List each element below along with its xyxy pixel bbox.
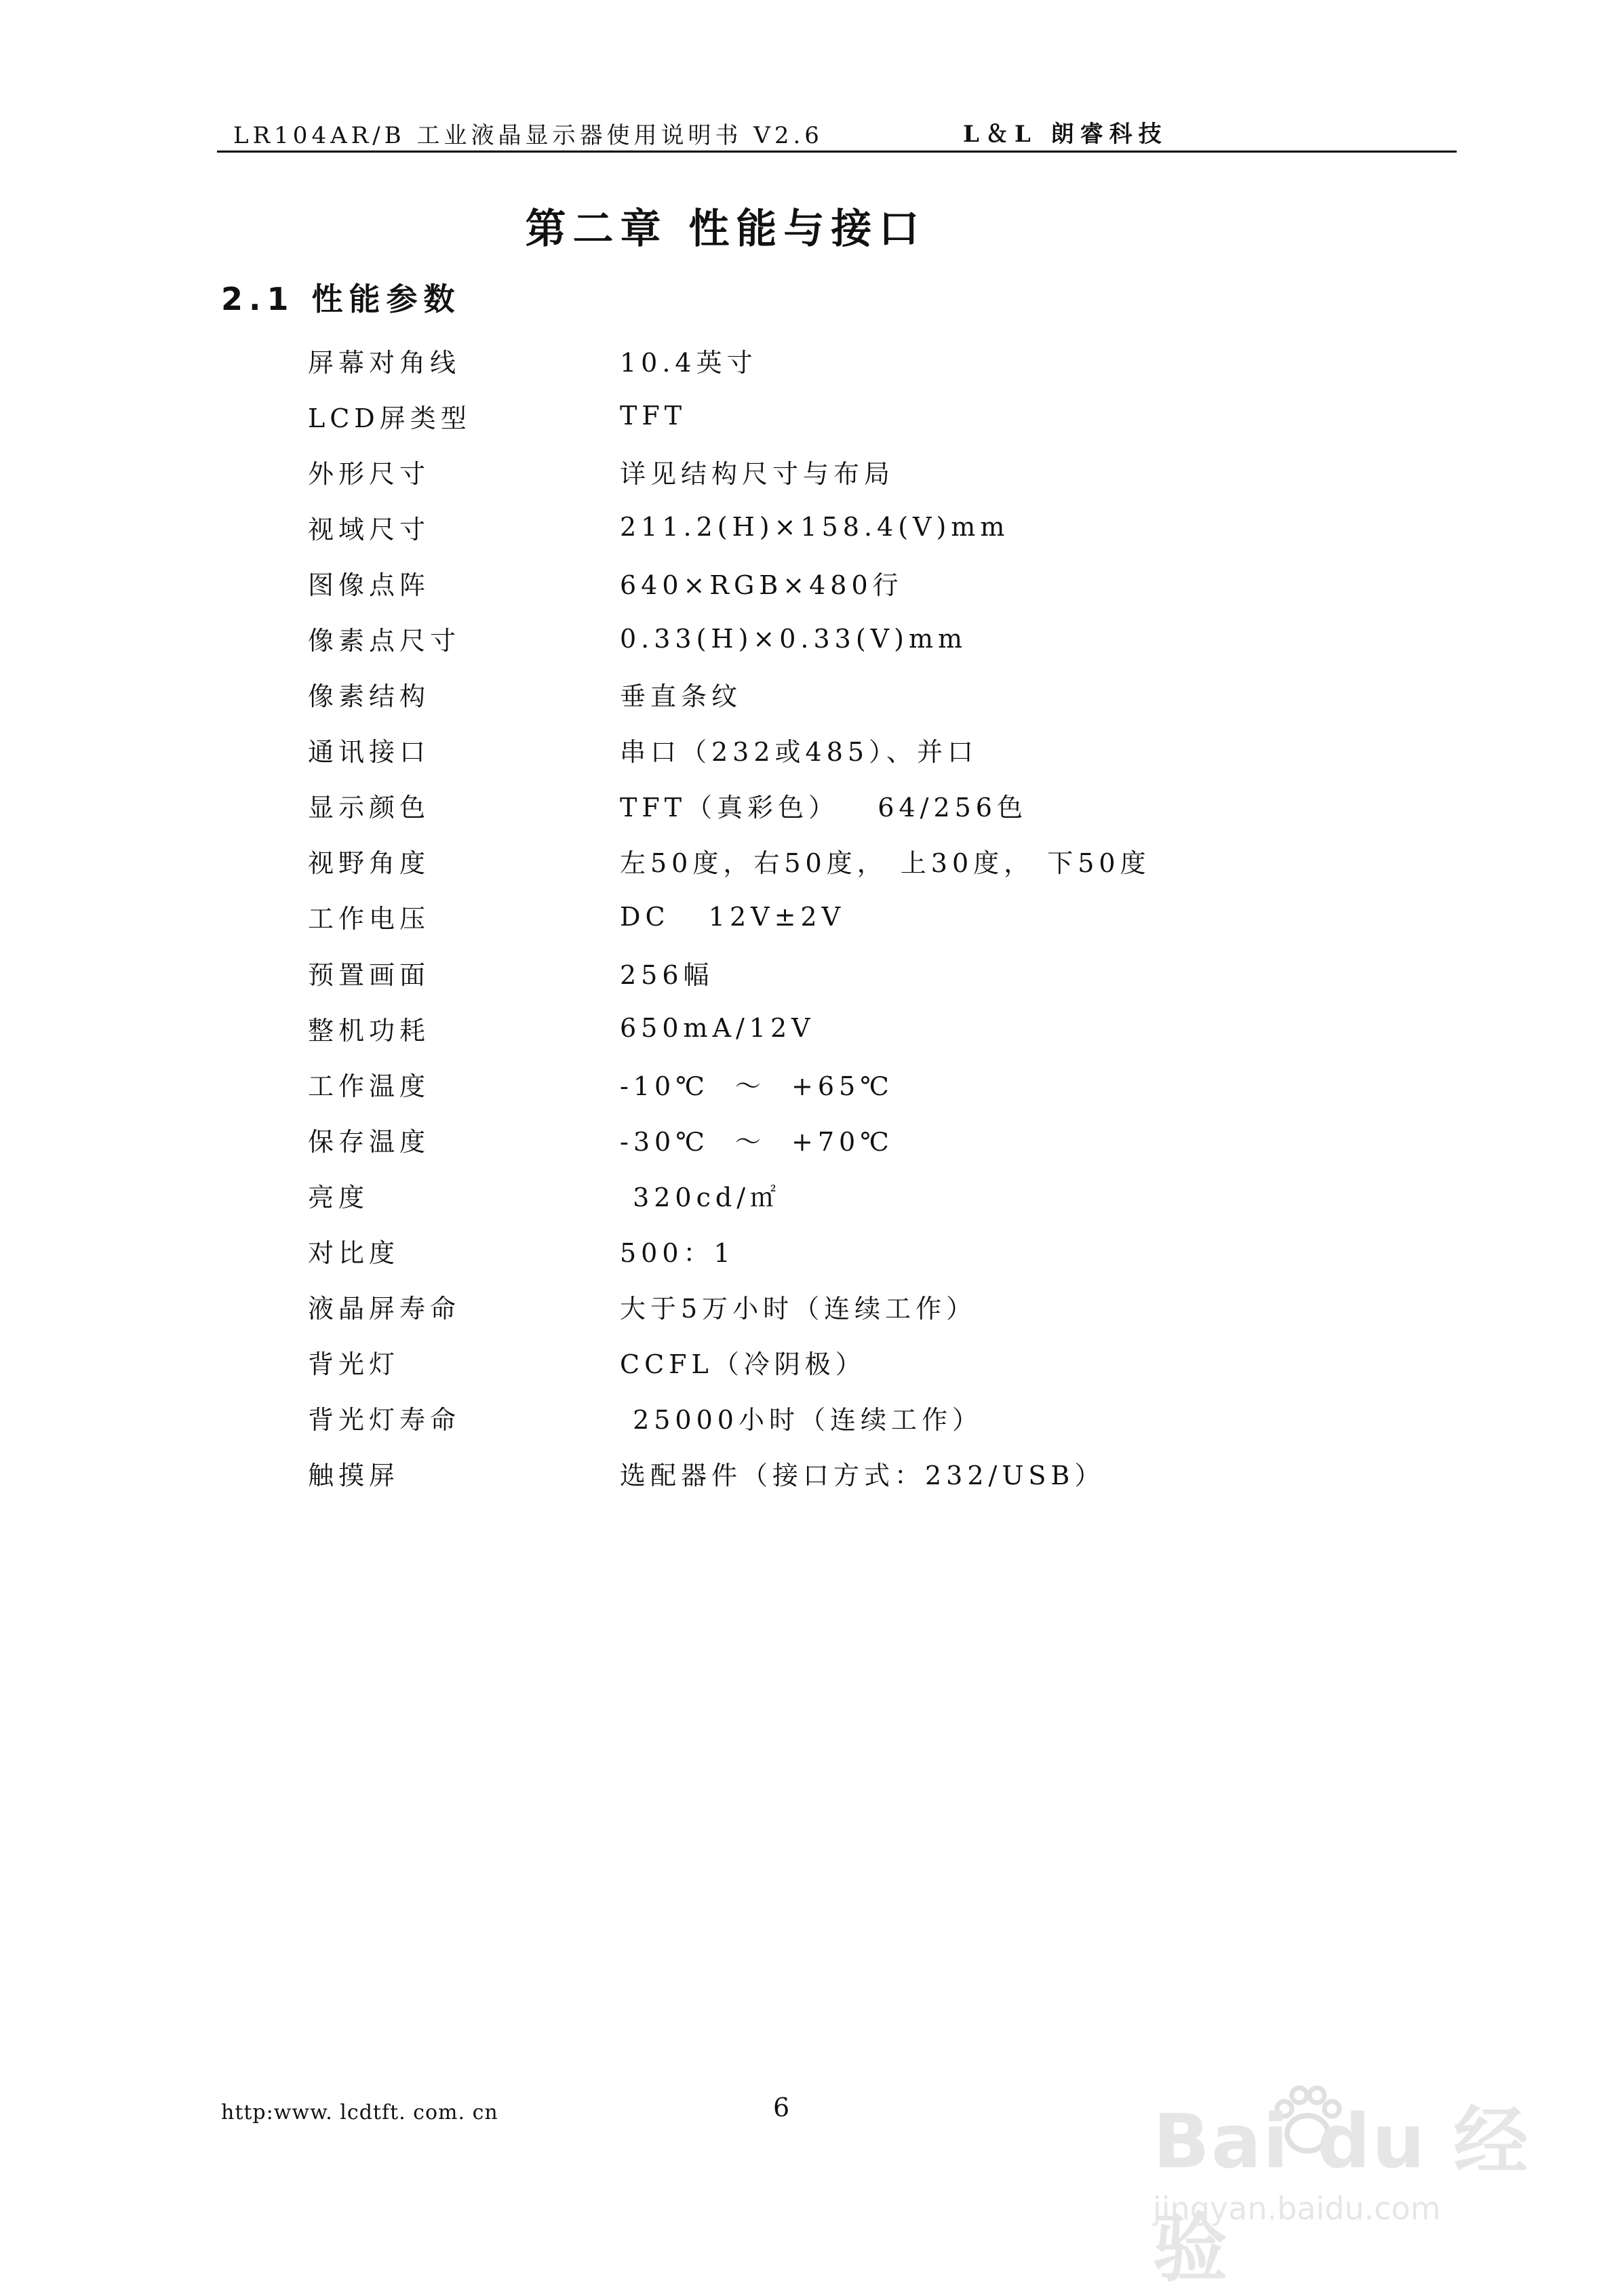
- spec-value: 25000小时（连续工作）: [620, 1405, 983, 1436]
- spec-label: 背光灯: [308, 1349, 400, 1380]
- watermark-url: jingyan.baidu.com: [1153, 2190, 1441, 2227]
- spec-row: [308, 1167, 1325, 1223]
- spec-row: [308, 1056, 1325, 1111]
- spec-row: [308, 332, 1325, 388]
- spec-value: 320cd/㎡: [620, 1182, 781, 1212]
- baidu-jingyan-watermark: [1153, 2061, 1533, 2292]
- spec-value: 串口（232或485）、并口: [620, 737, 979, 768]
- spec-value: 大于5万小时（连续工作）: [620, 1294, 977, 1324]
- spec-label: 液晶屏寿命: [308, 1294, 461, 1324]
- spec-label: 视野角度: [308, 848, 431, 879]
- spec-label: 对比度: [308, 1238, 400, 1269]
- spec-value: 640×RGB×480行: [620, 570, 903, 600]
- spec-label: 亮度: [308, 1182, 370, 1212]
- spec-row: [308, 610, 1325, 666]
- spec-value: 左50度，右50度， 上30度， 下50度: [620, 848, 1151, 879]
- spec-label: 外形尺寸: [308, 458, 431, 489]
- spec-value: -30℃ ～ +70℃: [620, 1126, 894, 1157]
- header-divider: [217, 151, 1457, 153]
- spec-list: [308, 332, 1325, 1501]
- spec-value: CCFL（冷阴极）: [620, 1349, 866, 1380]
- spec-row: [308, 388, 1325, 443]
- spec-row: [308, 443, 1325, 499]
- spec-row: [308, 1279, 1325, 1334]
- spec-label: 工作电压: [308, 904, 431, 934]
- spec-label: 视域尺寸: [308, 514, 431, 545]
- section-title: 2.1 性能参数: [221, 281, 461, 317]
- spec-label: 图像点阵: [308, 570, 431, 600]
- header-doc-title: LR104AR/B 工业液晶显示器使用说明书 V2.6: [233, 122, 823, 149]
- spec-value: 0.33(H)×0.33(V)mm: [620, 623, 968, 654]
- spec-row: [308, 667, 1325, 722]
- spec-row: [308, 722, 1325, 778]
- spec-value: TFT（真彩色） 64/256色: [620, 793, 1027, 823]
- spec-value: 211.2(H)×158.4(V)mm: [620, 512, 1010, 542]
- page-number: 6: [773, 2093, 790, 2122]
- spec-label: 显示颜色: [308, 793, 431, 823]
- spec-label: 屏幕对角线: [308, 347, 461, 378]
- spec-label: 像素点尺寸: [308, 626, 461, 656]
- watermark-logo-text: Bai du 经验: [1153, 2098, 1530, 2292]
- spec-value: -10℃ ～ +65℃: [620, 1071, 894, 1101]
- spec-value: 垂直条纹: [620, 681, 743, 712]
- spec-value: 详见结构尺寸与布局: [620, 458, 895, 489]
- spec-value: DC 12V±2V: [620, 901, 846, 932]
- spec-label: 像素结构: [308, 681, 431, 712]
- spec-row: [308, 945, 1325, 1000]
- spec-row: [308, 555, 1325, 610]
- spec-label: 工作温度: [308, 1071, 431, 1101]
- spec-value: TFT: [620, 401, 687, 431]
- spec-value: 10.4英寸: [620, 347, 757, 378]
- spec-label: 触摸屏: [308, 1461, 400, 1491]
- chapter-title: 第二章 性能与接口: [525, 205, 926, 253]
- header-company: L＆L 朗睿科技: [963, 121, 1168, 148]
- spec-value: 650mA/12V: [620, 1013, 815, 1044]
- spec-label: LCD屏类型: [308, 403, 471, 433]
- spec-row: [308, 1111, 1325, 1167]
- spec-value: 500：1: [620, 1238, 735, 1269]
- footer-url: http:www. lcdtft. com. cn: [221, 2101, 498, 2124]
- spec-row: [308, 1223, 1325, 1279]
- spec-row: [308, 1000, 1325, 1056]
- spec-row: [308, 1446, 1325, 1501]
- spec-row: [308, 1334, 1325, 1390]
- spec-value: 256幅: [620, 959, 714, 990]
- spec-label: 背光灯寿命: [308, 1405, 461, 1436]
- spec-row: [308, 778, 1325, 833]
- spec-row: [308, 499, 1325, 555]
- spec-value: 选配器件（接口方式：232/USB）: [620, 1461, 1105, 1491]
- spec-label: 通讯接口: [308, 737, 431, 768]
- spec-label: 整机功耗: [308, 1015, 431, 1046]
- spec-label: 预置画面: [308, 959, 431, 990]
- spec-row: [308, 889, 1325, 945]
- spec-row: [308, 833, 1325, 889]
- spec-row: [308, 1390, 1325, 1446]
- spec-label: 保存温度: [308, 1126, 431, 1157]
